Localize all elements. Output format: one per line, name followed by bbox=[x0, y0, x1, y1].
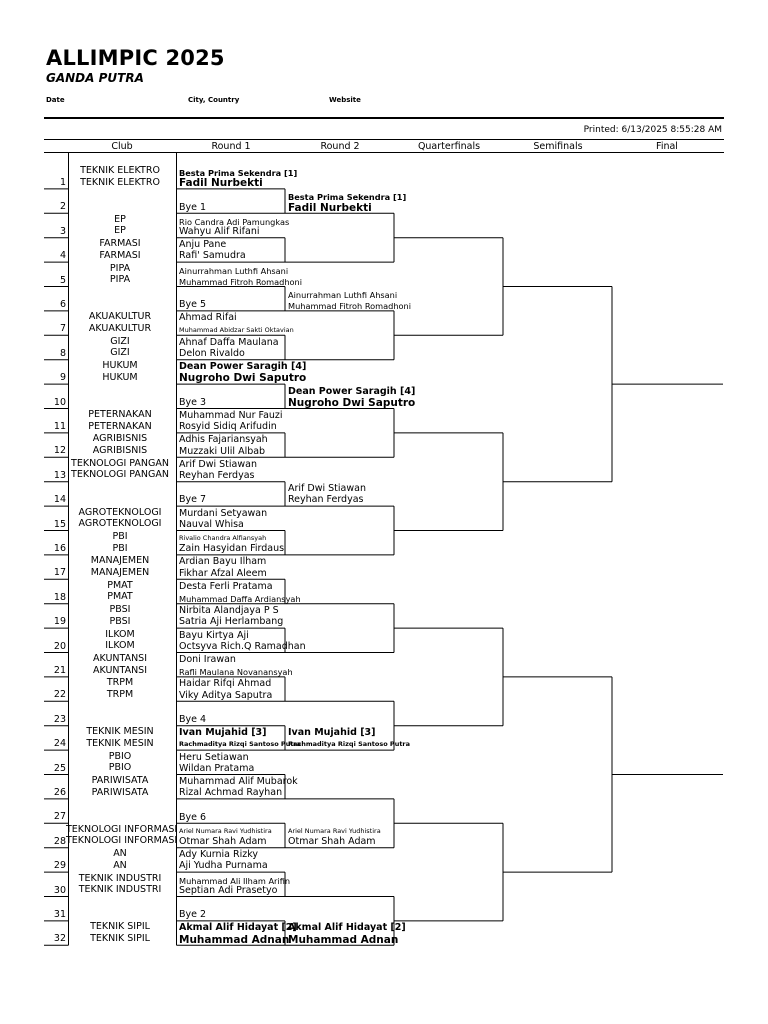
entry-club: HUKUM bbox=[102, 371, 138, 383]
entry-number: 8 bbox=[59, 347, 66, 359]
page-title: ALLIMPIC 2025 bbox=[46, 46, 225, 70]
entry-player: Muhammad Alif Mubarok bbox=[179, 775, 298, 787]
entry-club: ILKOM bbox=[105, 628, 135, 640]
entry-number: 19 bbox=[53, 616, 66, 628]
entry-player: Ainurrahman Luthfi Ahsani bbox=[179, 265, 289, 276]
entry-club: TEKNIK INDUSTRI bbox=[78, 872, 162, 884]
entry-number: 9 bbox=[59, 372, 66, 384]
entry-player: Bayu Kirtya Aji bbox=[179, 629, 249, 641]
entry-number: 6 bbox=[59, 298, 66, 310]
entry-club: TEKNIK MESIN bbox=[86, 726, 154, 738]
entry-player: Delon Rivaldo bbox=[179, 347, 245, 359]
entry-number: 14 bbox=[53, 494, 66, 506]
entry-club: AGRIBISNIS bbox=[92, 444, 148, 456]
entry-player: Muhammad Abidzar Sakti Oktavian bbox=[179, 325, 294, 334]
entry-player: Ariel Numara Ravi Yudhistira bbox=[179, 826, 272, 835]
entry-number: 7 bbox=[59, 323, 66, 335]
entry-player: Muhammad Daffa Ardiansyah bbox=[179, 593, 301, 604]
entry-club: PBIO bbox=[108, 762, 132, 774]
website-label: Website bbox=[329, 96, 361, 104]
entry-number: 29 bbox=[53, 860, 66, 872]
entry-number: 21 bbox=[53, 664, 66, 676]
entry-club: PETERNAKAN bbox=[88, 420, 152, 432]
round2-player: Dean Power Saragih [4] bbox=[288, 385, 416, 397]
printed-timestamp: Printed: 6/13/2025 8:55:28 AM bbox=[583, 125, 722, 135]
entry-player: Ahmad Rifai bbox=[179, 312, 237, 324]
entry-player: Doni Irawan bbox=[179, 653, 236, 665]
round2-player: Rachmaditya Rizqi Santoso Putra bbox=[288, 740, 411, 749]
entry-number: 1 bbox=[59, 176, 66, 188]
entry-number: 2 bbox=[59, 201, 66, 213]
entry-club: FARMASI bbox=[99, 249, 141, 261]
entry-player: Muhammad Ali Ilham Arifin bbox=[179, 875, 291, 886]
entry-player: Fikhar Afzal Aleem bbox=[179, 567, 267, 579]
round2-player: Arif Dwi Stiawan bbox=[288, 483, 366, 495]
entry-club: TEKNOLOGI PANGAN bbox=[71, 457, 169, 469]
entry-number: 13 bbox=[53, 469, 66, 481]
entry-player: Desta Ferli Pratama bbox=[179, 580, 273, 592]
entry-number: 12 bbox=[53, 445, 66, 457]
entry-player: Adhis Fajariansyah bbox=[179, 434, 268, 446]
entry-club: PETERNAKAN bbox=[88, 408, 152, 420]
entry-player: Muhammad Fitroh Romadhoni bbox=[179, 276, 302, 287]
entry-number: 22 bbox=[53, 689, 66, 701]
entry-player: Zain Hasyidan Firdaus bbox=[179, 543, 285, 555]
event-subtitle: GANDA PUTRA bbox=[46, 71, 144, 85]
round2-player: Otmar Shah Adam bbox=[288, 835, 376, 847]
entry-number: 4 bbox=[59, 250, 66, 262]
entry-number: 30 bbox=[53, 884, 66, 896]
entry-player: Nirbita Alandjaya P S bbox=[179, 605, 279, 617]
entry-player: Rafli Maulana Novanansyah bbox=[179, 667, 293, 678]
entry-club: PARIWISATA bbox=[91, 786, 149, 798]
entry-number: 10 bbox=[53, 396, 66, 408]
entry-club: PIPA bbox=[109, 262, 131, 274]
round2-player: Reyhan Ferdyas bbox=[288, 494, 364, 506]
entry-club: HUKUM bbox=[102, 360, 138, 372]
entry-club: TEKNOLOGI PANGAN bbox=[71, 469, 169, 481]
entry-player: Otmar Shah Adam bbox=[179, 835, 267, 847]
entry-player: Fadil Nurbekti bbox=[179, 177, 263, 190]
entry-club: EP bbox=[114, 225, 126, 237]
entry-player: Murdani Setyawan bbox=[179, 507, 268, 519]
entry-number: 27 bbox=[53, 811, 66, 823]
entry-club: FARMASI bbox=[99, 238, 141, 250]
round2-player: Nugroho Dwi Saputro bbox=[288, 396, 416, 409]
entry-player: Rachmaditya Rizqi Santoso Putra bbox=[179, 740, 302, 749]
entry-club: EP bbox=[114, 213, 126, 225]
entry-player: Bye 2 bbox=[179, 909, 207, 921]
column-header-round1: Round 1 bbox=[211, 141, 251, 152]
entry-club: AKUAKULTUR bbox=[88, 322, 152, 334]
entry-player: Bye 7 bbox=[179, 494, 207, 506]
entry-player: Muhammad Nur Fauzi bbox=[179, 409, 283, 421]
entry-player: Besta Prima Sekendra [1] bbox=[179, 167, 298, 178]
entry-club: PBSI bbox=[109, 604, 131, 616]
entry-club: GIZI bbox=[110, 347, 130, 359]
entry-player: Ady Kurnia Rizky bbox=[179, 849, 259, 861]
round2-player: Muhammad Fitroh Romadhoni bbox=[288, 301, 411, 312]
entry-player: Bye 3 bbox=[179, 396, 207, 408]
entry-club: AGROTEKNOLOGI bbox=[78, 518, 162, 530]
entry-club: TEKNIK ELEKTRO bbox=[80, 164, 160, 176]
entry-player: Rizal Achmad Rayhan bbox=[179, 787, 283, 799]
entry-player: Nugroho Dwi Saputro bbox=[179, 372, 307, 385]
entry-club: PBI bbox=[112, 530, 128, 542]
entry-club: AN bbox=[113, 859, 127, 871]
entry-player: Heru Setiawan bbox=[179, 751, 249, 763]
entry-player: Haidar Rifqi Ahmad bbox=[179, 678, 272, 690]
entry-player: Viky Aditya Saputra bbox=[179, 689, 273, 701]
entry-number: 18 bbox=[53, 591, 66, 603]
entry-club: TRPM bbox=[106, 677, 134, 689]
entry-number: 23 bbox=[53, 713, 66, 725]
entry-club: AN bbox=[113, 848, 127, 860]
column-header-quarterfinals: Quarterfinals bbox=[417, 141, 481, 152]
entry-club: TEKNOLOGI INFORMASI bbox=[66, 823, 178, 835]
round2-player: Fadil Nurbekti bbox=[288, 201, 372, 214]
entry-player: Ivan Mujahid [3] bbox=[179, 727, 267, 739]
entry-club: PMAT bbox=[107, 591, 133, 603]
entry-player: Rosyid Sidiq Arifudin bbox=[179, 421, 277, 433]
entry-number: 26 bbox=[53, 786, 66, 798]
entry-number: 31 bbox=[53, 908, 66, 920]
entry-player: Bye 6 bbox=[179, 811, 207, 823]
column-header-final: Final bbox=[656, 141, 678, 152]
round2-player: Ainurrahman Luthfi Ahsani bbox=[288, 289, 398, 300]
entry-player: Rivalio Chandra Alfiansyah bbox=[179, 533, 267, 542]
location-label: City, Country bbox=[188, 96, 240, 104]
entry-player: Dean Power Saragih [4] bbox=[179, 361, 307, 373]
entry-player: Rafi' Samudra bbox=[179, 250, 246, 262]
round2-player: Akmal Alif Hidayat [2] bbox=[288, 922, 406, 934]
entry-number: 5 bbox=[59, 274, 66, 286]
entry-player: Anju Pane bbox=[179, 239, 227, 251]
entry-player: Ardian Bayu Ilham bbox=[179, 556, 267, 568]
entry-club: AKUAKULTUR bbox=[88, 311, 152, 323]
entry-player: Bye 5 bbox=[179, 299, 207, 311]
entry-player: Octsyva Rich.Q Ramadhan bbox=[179, 640, 306, 652]
entry-club: AGROTEKNOLOGI bbox=[78, 506, 162, 518]
entry-number: 24 bbox=[53, 738, 66, 750]
entry-club: AKUNTANSI bbox=[92, 652, 148, 664]
round2-player: Besta Prima Sekendra [1] bbox=[288, 192, 407, 203]
entry-player: Bye 1 bbox=[179, 201, 207, 213]
round2-player: Ariel Numara Ravi Yudhistira bbox=[288, 826, 381, 835]
entry-club: PBSI bbox=[109, 615, 131, 627]
entry-club: TRPM bbox=[106, 688, 134, 700]
entry-player: Rio Candra Adi Pamungkas bbox=[179, 216, 290, 227]
entry-number: 28 bbox=[53, 835, 66, 847]
entry-number: 11 bbox=[53, 420, 66, 432]
date-label: Date bbox=[46, 96, 65, 104]
entry-club: PMAT bbox=[107, 579, 133, 591]
entry-player: Septian Adi Prasetyo bbox=[179, 884, 278, 896]
column-header-semifinals: Semifinals bbox=[533, 141, 583, 152]
entry-club: PBIO bbox=[108, 750, 132, 762]
entry-player: Wildan Pratama bbox=[179, 762, 255, 774]
entry-club: TEKNIK MESIN bbox=[86, 737, 154, 749]
entry-club: PIPA bbox=[109, 274, 131, 286]
entry-club: TEKNIK INDUSTRI bbox=[78, 884, 162, 896]
entry-player: Bye 4 bbox=[179, 713, 207, 725]
entry-club: AGRIBISNIS bbox=[92, 433, 148, 445]
entry-player: Aji Yudha Purnama bbox=[179, 860, 268, 872]
column-header-round2: Round 2 bbox=[320, 141, 360, 152]
entry-number: 25 bbox=[53, 762, 66, 774]
entry-player: Satria Aji Herlambang bbox=[179, 616, 284, 628]
entry-number: 15 bbox=[53, 518, 66, 530]
round2-player: Ivan Mujahid [3] bbox=[288, 727, 376, 739]
entry-club: TEKNOLOGI INFORMASI bbox=[66, 835, 178, 847]
entry-club: PBI bbox=[112, 542, 128, 554]
entry-player: Ahnaf Daffa Maulana bbox=[179, 336, 279, 348]
entry-player: Reyhan Ferdyas bbox=[179, 469, 255, 481]
entry-club: ILKOM bbox=[105, 640, 135, 652]
entry-club: TEKNIK SIPIL bbox=[90, 932, 150, 944]
entry-number: 32 bbox=[53, 933, 66, 945]
entry-number: 16 bbox=[53, 542, 66, 554]
entry-player: Nauval Whisa bbox=[179, 518, 244, 530]
entry-player: Arif Dwi Stiawan bbox=[179, 458, 257, 470]
entry-player: Akmal Alif Hidayat [2] bbox=[179, 922, 297, 934]
entry-club: TEKNIK ELEKTRO bbox=[80, 176, 160, 188]
entry-club: AKUNTANSI bbox=[92, 664, 148, 676]
entry-club: GIZI bbox=[110, 335, 130, 347]
entry-number: 20 bbox=[53, 640, 66, 652]
entry-number: 3 bbox=[59, 225, 66, 237]
entry-player: Wahyu Alif Rifani bbox=[179, 225, 260, 237]
column-header-club: Club bbox=[111, 141, 133, 152]
entry-number: 17 bbox=[53, 567, 66, 579]
entry-club: TEKNIK SIPIL bbox=[90, 921, 150, 933]
entry-club: MANAJEMEN bbox=[90, 566, 150, 578]
entry-player: Muhammad Adnan bbox=[179, 933, 290, 946]
entry-player: Muzzaki Ulil Albab bbox=[179, 445, 266, 457]
round2-player: Muhammad Adnan bbox=[288, 933, 399, 946]
entry-club: MANAJEMEN bbox=[90, 555, 150, 567]
entry-club: PARIWISATA bbox=[91, 774, 149, 786]
